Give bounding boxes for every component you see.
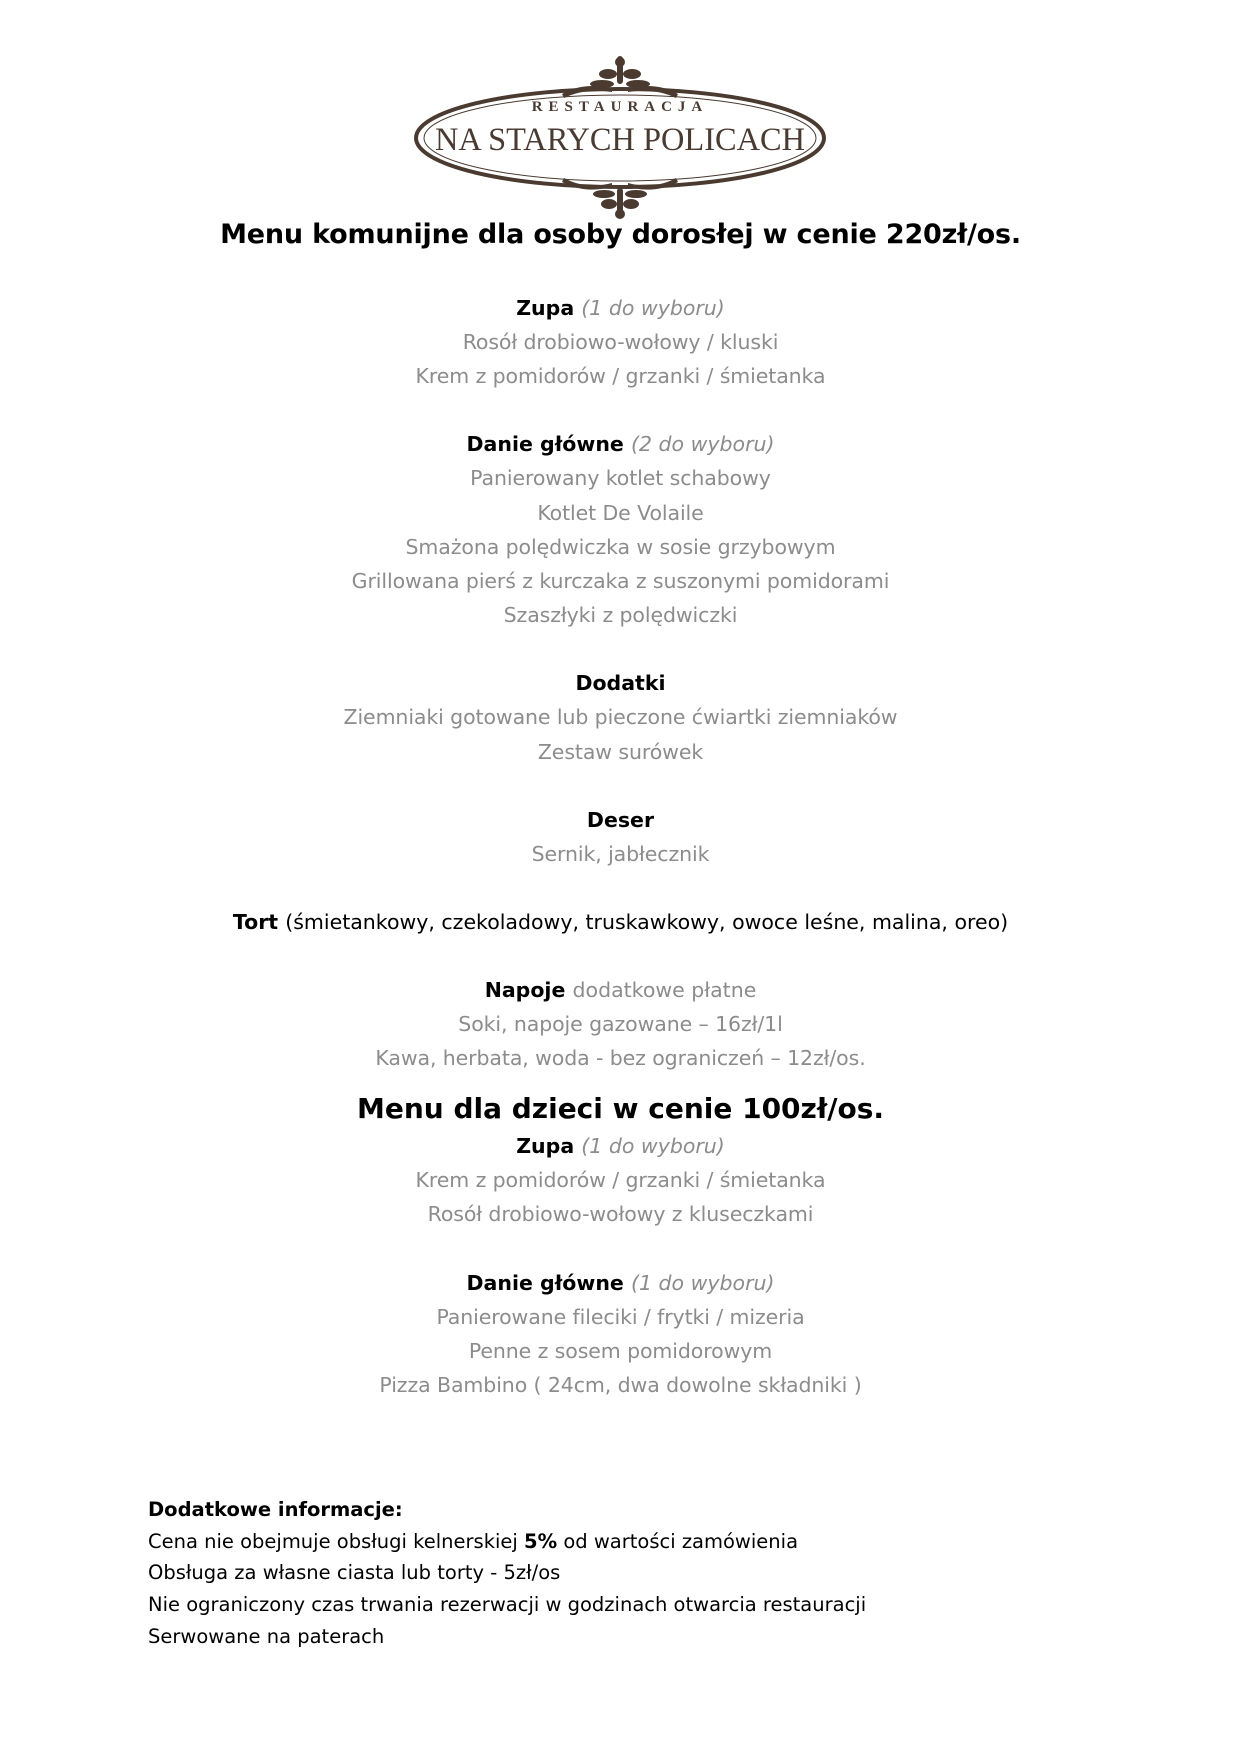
section-heading bbox=[0, 905, 1241, 939]
adult-sides-label: Dodatki bbox=[575, 671, 666, 696]
spacer bbox=[0, 1075, 1241, 1087]
adult-soup-section bbox=[0, 291, 1241, 393]
info-line bbox=[148, 1526, 866, 1558]
info-line: Nie ograniczony czas trwania rezerwacji w godzinach otwarcia restauracji bbox=[148, 1593, 867, 1617]
spacer bbox=[0, 871, 1241, 905]
adult-dessert-section bbox=[0, 803, 1241, 871]
adult-main-label: Danie główne bbox=[466, 432, 624, 457]
menu-item: Smażona polędwiczka w sosie grzybowym bbox=[405, 534, 836, 559]
adult-cake-text: (śmietankowy, czekoladowy, truskawkowy, owoce leśne, malina, oreo) bbox=[285, 909, 1009, 934]
additional-info bbox=[148, 1494, 866, 1653]
adult-main-note: (2 do wyboru) bbox=[630, 432, 775, 457]
menu-item: Penne z sosem pomidorowym bbox=[468, 1338, 773, 1363]
menu-item: Ziemniaki gotowane lub pieczone ćwiartki ziemniaków bbox=[343, 705, 898, 730]
menu-item: Kotlet De Volaile bbox=[537, 500, 704, 525]
logo-ornament-bottom bbox=[562, 178, 678, 219]
kids-menu-title: Menu dla dzieci w cenie 100zł/os. bbox=[357, 1092, 884, 1126]
service-fee-percent: 5% bbox=[524, 1529, 558, 1553]
menu-item: Krem z pomidorów / grzanki / śmietanka bbox=[415, 1168, 826, 1193]
spacer bbox=[0, 1232, 1241, 1266]
logo-name: NA STARYCH POLICACH bbox=[435, 122, 805, 158]
info-line-text: Cena nie obejmuje obsługi kelnerskiej bbox=[148, 1529, 525, 1553]
menu-item: Rosół drobiowo-wołowy / kluski bbox=[462, 330, 779, 354]
adult-soup-note: (1 do wyboru) bbox=[581, 296, 725, 320]
adult-sides-section bbox=[0, 666, 1241, 768]
kids-main-label: Danie główne bbox=[466, 1270, 624, 1295]
additional-info-title: Dodatkowe informacje: bbox=[148, 1498, 403, 1521]
info-line: Serwowane na paterach bbox=[148, 1624, 385, 1648]
menu-item: Szaszłyki z polędwiczki bbox=[503, 603, 738, 628]
info-line: Obsługa za własne ciasta lub torty - 5zł/os bbox=[148, 1561, 561, 1585]
kids-main-section bbox=[0, 1266, 1241, 1403]
section-heading bbox=[0, 1266, 1241, 1300]
adult-main-section bbox=[0, 427, 1241, 632]
menu-item: Panierowany kotlet schabowy bbox=[470, 466, 771, 491]
section-heading bbox=[0, 973, 1241, 1007]
adult-cake-label: Tort bbox=[232, 909, 279, 934]
menu-item: Krem z pomidorów / grzanki / śmietanka bbox=[415, 364, 826, 389]
logo-subtitle: RESTAURACJA bbox=[531, 99, 709, 115]
menu-item: Pizza Bambino ( 24cm, dwa dowolne składniki ) bbox=[379, 1373, 862, 1397]
adult-soup-label: Zupa bbox=[516, 296, 575, 320]
adult-drinks-note: dodatkowe płatne bbox=[572, 977, 757, 1002]
spacer bbox=[0, 632, 1241, 666]
section-heading bbox=[0, 1129, 1241, 1163]
info-line-text: od wartości zamówienia bbox=[557, 1529, 799, 1553]
adult-menu-title: Menu komunijne dla osoby dorosłej w cenie 220zł/os. bbox=[220, 219, 1021, 250]
adult-cake-section bbox=[0, 905, 1241, 939]
spacer bbox=[0, 939, 1241, 973]
adult-dessert-label: Deser bbox=[586, 807, 655, 832]
restaurant-logo bbox=[412, 54, 829, 220]
section-heading bbox=[0, 291, 1241, 325]
menu-item: Zestaw surówek bbox=[537, 739, 704, 764]
menu-item: Sernik, jabłecznik bbox=[531, 841, 710, 866]
kids-main-note: (1 do wyboru) bbox=[630, 1270, 775, 1295]
adult-drinks-label: Napoje bbox=[484, 977, 566, 1002]
adult-drinks-section bbox=[0, 973, 1241, 1075]
menu-item: Kawa, herbata, woda - bez ograniczeń – 12zł/os. bbox=[375, 1046, 866, 1071]
menu-item: Panierowane fileciki / frytki / mizeria bbox=[436, 1304, 805, 1329]
kids-soup-section bbox=[0, 1129, 1241, 1231]
logo-emblem bbox=[412, 54, 829, 220]
spacer bbox=[0, 769, 1241, 803]
kids-soup-label: Zupa bbox=[516, 1134, 575, 1159]
section-heading bbox=[0, 427, 1241, 461]
spacer bbox=[0, 393, 1241, 427]
menu-item: Soki, napoje gazowane – 16zł/1l bbox=[458, 1011, 783, 1036]
kids-soup-note: (1 do wyboru) bbox=[581, 1134, 725, 1159]
menu-content bbox=[0, 291, 1241, 1402]
menu-item: Grillowana pierś z kurczaka z suszonymi pomidorami bbox=[351, 568, 890, 593]
menu-item: Rosół drobiowo-wołowy z kluseczkami bbox=[427, 1202, 814, 1227]
